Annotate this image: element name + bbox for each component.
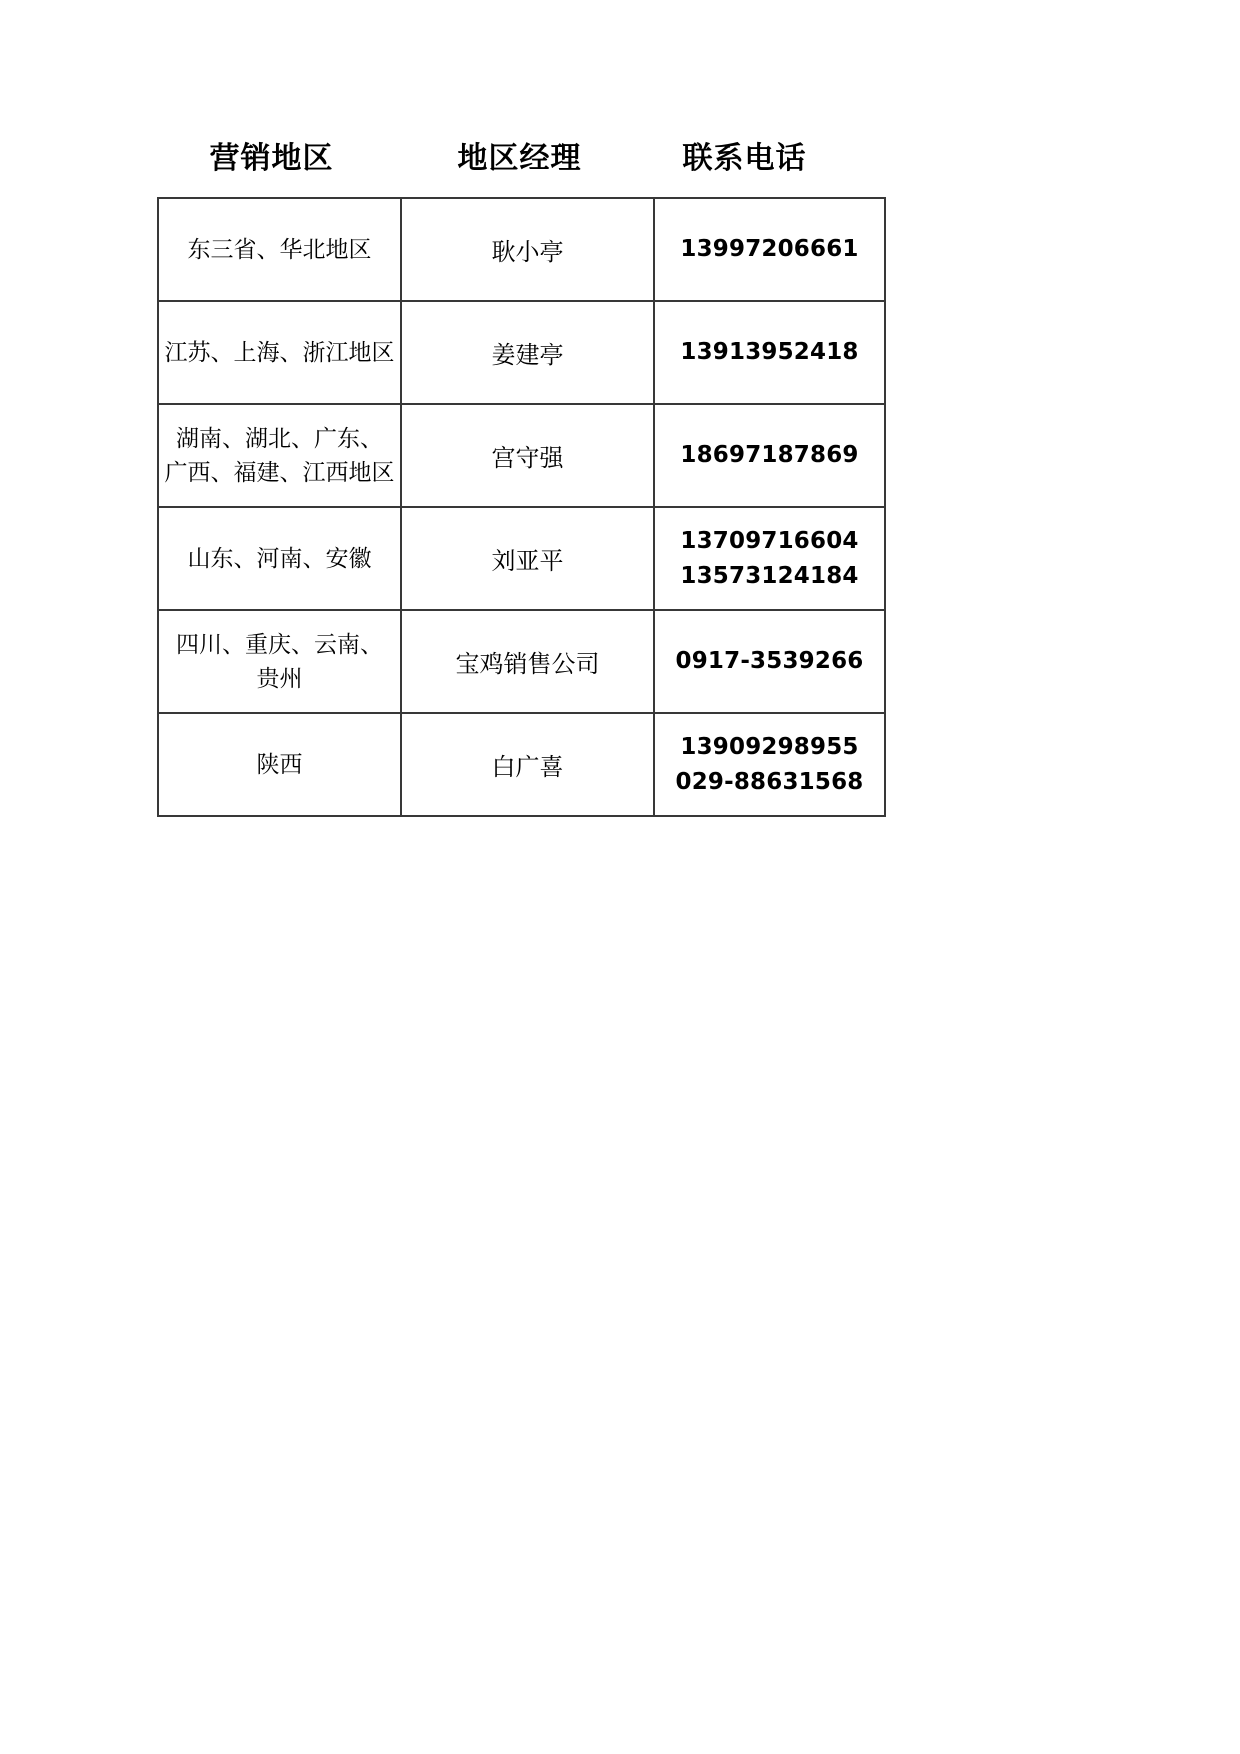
manager-name: 宝鸡销售公司 (455, 652, 600, 678)
table-row (159, 712, 884, 815)
column-header-phone: 联系电话 (682, 142, 807, 175)
phone-cell (653, 714, 884, 815)
column-header-region: 营销地区 (209, 142, 334, 175)
phone-number: 13709716604 (680, 527, 859, 554)
phone-cell (653, 405, 884, 506)
region-cell (159, 714, 400, 815)
table-row (159, 506, 884, 609)
manager-cell (400, 405, 653, 506)
table-header-row (150, 140, 879, 178)
region-cell (159, 508, 400, 609)
region-text: 东三省、华北地区 (187, 236, 372, 262)
phone-number: 0917-3539266 (675, 648, 864, 674)
region-text: 广西、福建、江西地区 (164, 459, 395, 485)
column-header-manager: 地区经理 (457, 142, 582, 175)
manager-cell (400, 611, 653, 712)
phone-number: 18697187869 (680, 442, 859, 468)
table-row (159, 609, 884, 712)
manager-cell (400, 508, 653, 609)
region-cell (159, 302, 400, 403)
region-cell (159, 199, 400, 300)
region-cell (159, 405, 400, 506)
region-text: 贵州 (256, 665, 303, 691)
table-row (159, 199, 884, 300)
table-row (159, 403, 884, 506)
phone-cell (653, 302, 884, 403)
region-cell (159, 611, 400, 712)
region-text: 四川、重庆、云南、 (176, 631, 383, 657)
manager-cell (400, 714, 653, 815)
manager-name: 耿小亭 (491, 240, 564, 266)
region-text: 湖南、湖北、广东、 (176, 425, 383, 451)
phone-cell (653, 199, 884, 300)
table-row (159, 300, 884, 403)
phone-number: 13573124184 (680, 562, 859, 589)
manager-name: 白广喜 (491, 755, 564, 781)
manager-name: 刘亚平 (491, 549, 564, 575)
phone-number: 029-88631568 (675, 768, 864, 795)
phone-number: 13913952418 (680, 339, 859, 365)
contact-table (157, 197, 886, 817)
phone-cell (653, 508, 884, 609)
manager-cell (400, 199, 653, 300)
region-text: 山东、河南、安徽 (187, 545, 372, 571)
phone-number: 13909298955 (680, 733, 859, 760)
phone-cell (653, 611, 884, 712)
region-text: 陕西 (256, 751, 303, 777)
manager-cell (400, 302, 653, 403)
manager-name: 宫守强 (491, 446, 564, 472)
manager-name: 姜建亭 (491, 343, 564, 369)
phone-number: 13997206661 (680, 236, 859, 262)
region-text: 江苏、上海、浙江地区 (164, 339, 395, 365)
